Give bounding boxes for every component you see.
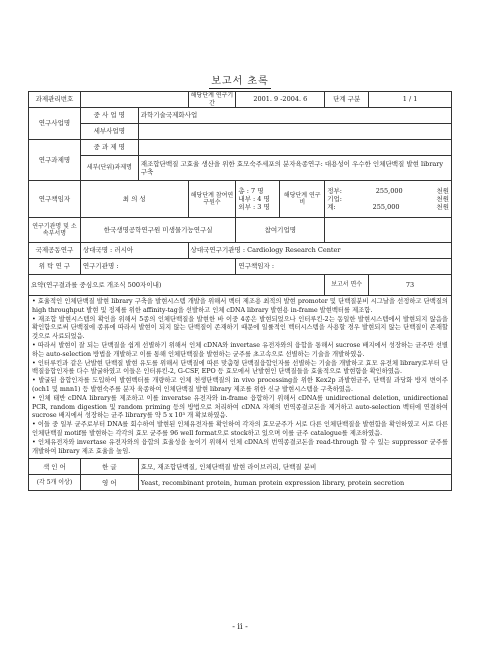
row-commission <box>29 259 452 275</box>
cost-sum-label: 계: <box>327 203 336 212</box>
task-label: 연구과제명 <box>29 140 81 181</box>
middle-task-label: 중 과 제 명 <box>80 140 138 156</box>
org-value: 한국생명공학연구원 미생물기능연구실 <box>80 218 236 243</box>
middle-task-value <box>138 140 451 156</box>
commission-label: 위 탁 연 구 <box>29 259 81 275</box>
detail-task-label: 세부(단위)과제명 <box>80 156 138 181</box>
pages-value: 73 <box>369 275 452 296</box>
participant-count-label: 해당단계 참여연구원수 <box>188 181 236 218</box>
keywords-label <box>29 459 81 475</box>
keywords-ko-value: 효모, 재조합단백질, 인체단백질 발현 라이브러리, 단백질 분비 <box>138 459 451 475</box>
summary-paragraph: • 인체 태반 cDNA library를 제조하고 이를 inveratse 유전자와 in-frame 융합하기 위해서 cDNA를 unidirectional deletion, unidirectional PCR, random digestion 및 random priming 등의 방법으로 처리하여 cDNA 자체의 번역종결코돈을 제거하고 auto-selection 벡터에 연결하여 sucrose 배지에서 성장하는 균주 library를 약 5 x 10³ 개 확보하였음. <box>32 394 448 420</box>
row-summary-body <box>29 296 452 459</box>
main-project-label: 중 사 업 명 <box>80 108 138 124</box>
row-main-project <box>29 108 452 124</box>
row-researcher <box>29 181 452 218</box>
summary-paragraph: • 인터루킨과 같은 난발현 단백질 발현 유도를 위해서 단백질에 따른 맞춤형 단백질융합인자를 선별하는 기술을 개발하고 효모 유전체 library로부터 단백질융합인자를 다수 발굴하였고 이들은 인터류킨-2, G-CSF, EPO 등 효모에서 난발현인 단백질들을 효율적으로 발현함을 확인하였음. <box>32 359 448 376</box>
row-keywords-en <box>29 475 452 491</box>
stage-value: 1 / 1 <box>369 92 452 108</box>
stage-label: 단계 구분 <box>325 92 369 108</box>
row-international <box>29 243 452 259</box>
commission-person: 연구책임자 : <box>236 259 452 275</box>
period-value: 2001. 9 -2004. 6 <box>236 92 325 108</box>
summary-paragraph: • 인체유전자와 invertase 유전자와의 융합의 효율성을 높이기 위해서 인체 cDNA의 번역종결코돈을 read-through 할 수 있는 suppressor 균주를 개발하여 library 제조 효율을 높임. <box>32 438 448 455</box>
participant-external: 외부 : 3 명 <box>238 203 270 212</box>
row-keywords-ko <box>29 459 452 475</box>
pages-label: 보고서 면수 <box>325 275 369 296</box>
researcher-name: 최 의 성 <box>80 181 188 218</box>
cost-company-label: 기업: <box>327 194 342 203</box>
org-label: 연구기관명 및 소속부서명 <box>29 218 81 243</box>
keywords-ko-label: 한 글 <box>80 459 138 475</box>
row-detail-task <box>29 156 452 181</box>
page-title: 보고서 초록 <box>211 76 269 87</box>
project-no-label: 과제관리번호 <box>29 92 81 108</box>
keywords-label-text: 색 인 어 <box>42 462 66 471</box>
summary-header: 요약(연구결과를 중심으로 개조식 500자이내) <box>29 275 325 296</box>
intl-label: 국제공동연구 <box>29 243 81 259</box>
cost-sum-amount: 255,000 <box>372 203 400 212</box>
project-no-value <box>80 92 188 108</box>
researcher-label: 연구책임자 <box>29 181 81 218</box>
project-label: 연구사업명 <box>29 108 81 140</box>
summary-paragraph: • 발굴된 융합인자를 도입하여 발현벡터를 개량하고 인체 천생단백질의 in vivo processing을 위한 Kex2p 과발현균주, 단백질 과당화 방지 변이주(och1 및 mnn1) 등 발현숙주를 분자 육종하여 인체단백질 발현 library 제조를 위한 신규 발현시스템을 구축하였음. <box>32 377 448 393</box>
keywords-count: (각 5개 이상) <box>29 475 81 491</box>
row-organization <box>29 218 452 243</box>
summary-paragraph: • 재조합 발현시스템의 확인을 위해서 5종의 인체단백질을 발현한 바 이중 4종은 발현되었으나 인터루킨-2는 동일한 발현시스템에서 발현되지 않음을 확인함으로써 단백질에 종류에 따라서 발현이 되지 않는 단백질이 존재하기 때문에 일률적인 벡터시스템을 사용할 경우 발현되지 않는 단백질이 존재할 것으로 사료되었음. <box>32 315 448 341</box>
participant-internal: 내부 : 4 명 <box>238 194 270 203</box>
cost-company-unit: 천원 <box>436 194 449 203</box>
keywords-en-label: 영 어 <box>80 475 138 491</box>
summary-paragraph: • 따라서 발현이 잘 되는 단백질을 쉽게 선별하기 위해서 인체 cDNA와 invertase 유전자와의 융합을 통해서 sucrose 배지에서 성장하는 균주만 선별하는 auto-selection 방법을 개발하고 이를 통해 인체단백질을 발현하는 균주를 초고속으로 선별하는 기술을 개발하였음. <box>32 341 448 358</box>
cost-label: 해당단계 연구비 <box>280 181 325 218</box>
participant-total: 총 : 7 명 <box>238 186 264 195</box>
report-abstract-table <box>28 91 452 491</box>
participant-counts <box>236 181 280 218</box>
company-label: 참여기업명 <box>236 218 325 243</box>
summary-paragraph: • 이들 중 일부 균주로부터 DNA를 회수하여 발현된 인체유전자를 확인하여 각자의 효모균주가 서로 다른 인체단백질을 발현함을 확인하였고 서로 다른 인체단백질 motif를 발현하는 각각의 효모 균주를 96 well format으로 stock하고 있으며 이를 균주 catalogue를 제조하였음. <box>32 421 448 437</box>
commission-org: 연구기관명 : <box>80 259 236 275</box>
company-value <box>325 218 452 243</box>
summary-paragraph: • 효율적인 인체단백질 발현 library 구축을 발현시스템 개발을 위해서 벡터 제조용 최적의 발현 promoter 및 단백질분비 시그날을 선정하고 단백질의 high throughput 발현 및 정제를 위한 affinity-tag을 선발하고 인체 cDNA library 발현용 in-frame 발현벡터를 제조함. <box>32 298 448 314</box>
row-middle-task <box>29 140 452 156</box>
period-label: 해당단계 연구기간 <box>188 92 236 108</box>
sub-project-label: 세부사업명 <box>80 124 138 140</box>
intl-country: 상대국명 : 러시아 <box>80 243 188 259</box>
keywords-en-value: Yeast, recombinant protein, human protein expression library, protein secretion <box>138 475 451 491</box>
cost-company-line <box>327 195 449 203</box>
row-summary-header <box>29 275 452 296</box>
main-project-value: 과학기술국제화사업 <box>138 108 451 124</box>
cost-sum-unit: 천원 <box>436 203 449 212</box>
summary-body <box>29 296 452 459</box>
detail-task-value: 재조합단백질 고효율 생산을 위한 효모숙주세포의 분자육종연구: 대용성이 우수한 인체단백질 발현 library 구축 <box>138 156 451 181</box>
cost-gov-label: 정부: <box>327 186 342 195</box>
row-sub-project <box>29 124 452 140</box>
sub-project-value <box>138 124 451 140</box>
intl-partner: 상대국연구기관명 : Cardiology Research Center <box>188 243 451 259</box>
cost-gov-unit: 천원 <box>436 186 449 195</box>
cost-gov-line <box>327 187 449 195</box>
page-number: - ii - <box>232 622 248 631</box>
cost-gov-amount: 255,000 <box>375 186 403 195</box>
cost-values <box>325 181 452 218</box>
cost-sum-line <box>327 203 449 211</box>
row-project-number <box>29 92 452 108</box>
